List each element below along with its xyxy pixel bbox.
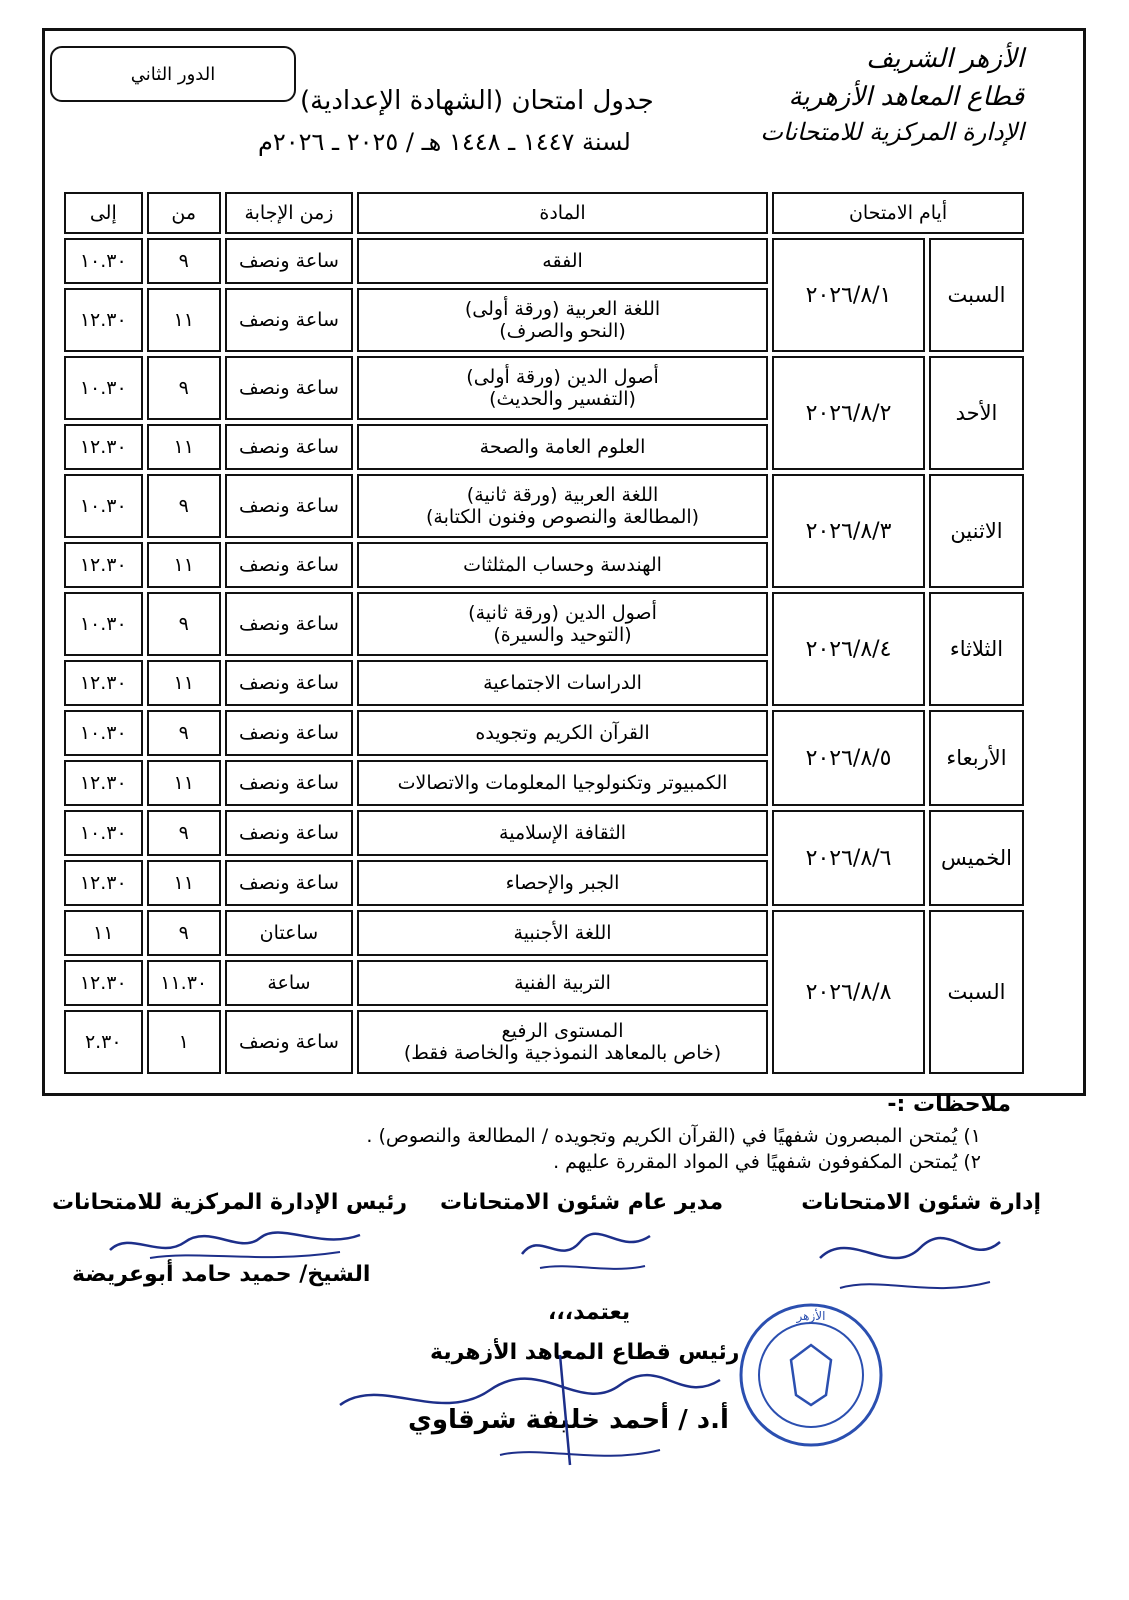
end-time: ١٢.٣٠ — [64, 860, 143, 906]
table-row — [64, 710, 1024, 756]
subject-cell — [357, 288, 768, 352]
start-time: ١١ — [147, 860, 221, 906]
org-line-2: قطاع المعاهد الأزهرية — [788, 82, 1024, 112]
subject-cell — [357, 860, 768, 906]
subject-line: الثقافة الإسلامية — [499, 822, 627, 844]
day-name: السبت — [929, 238, 1024, 352]
end-time: ١٠.٣٠ — [64, 710, 143, 756]
duration-cell: ساعة — [225, 960, 353, 1006]
subject-line: اللغة الأجنبية — [513, 922, 612, 944]
exam-date: ٢٠٢٦/٨/٣ — [772, 474, 925, 588]
signature-central-head: رئيس الإدارة المركزية للامتحانات — [52, 1190, 408, 1215]
handwritten-signature-manager — [510, 1222, 670, 1282]
subject-line: (المطالعة والنصوص وفنون الكتابة) — [425, 506, 700, 528]
duration-cell: ساعة ونصف — [225, 810, 353, 856]
subject-cell — [357, 238, 768, 284]
end-time: ١٢.٣٠ — [64, 660, 143, 706]
note-item: ١) يُمتحن المبصرون شفهيًا في (القرآن الكريم وتجويده / المطالعة والنصوص) . — [366, 1125, 981, 1147]
subject-cell — [357, 474, 768, 538]
end-time: ١٠.٣٠ — [64, 356, 143, 420]
handwritten-signature-sector — [320, 1345, 740, 1475]
subject-line: العلوم العامة والصحة — [479, 436, 646, 458]
subject-line: التربية الفنية — [514, 972, 611, 994]
end-time: ١٢.٣٠ — [64, 424, 143, 470]
day-name: السبت — [929, 910, 1024, 1074]
org-line-3: الإدارة المركزية للامتحانات — [760, 118, 1024, 146]
round-label: الدور الثاني — [50, 46, 296, 102]
official-stamp — [736, 1300, 886, 1450]
subject-line: (التفسير والحديث) — [489, 388, 636, 410]
duration-cell: ساعة ونصف — [225, 238, 353, 284]
handwritten-signature-central — [90, 1220, 390, 1270]
table-row — [64, 238, 1024, 284]
notes-title: ملاحظات :- — [887, 1092, 1011, 1117]
duration-cell: ساعة ونصف — [225, 760, 353, 806]
exam-schedule-table — [60, 188, 1028, 1078]
end-time: ١٢.٣٠ — [64, 760, 143, 806]
exam-date: ٢٠٢٦/٨/٤ — [772, 592, 925, 706]
subject-cell — [357, 1010, 768, 1074]
header-to: إلى — [64, 192, 143, 234]
subject-line: (النحو والصرف) — [499, 320, 626, 342]
end-time: ١٠.٣٠ — [64, 810, 143, 856]
start-time: ١١ — [147, 288, 221, 352]
end-time: ١٠.٣٠ — [64, 592, 143, 656]
day-name: الاثنين — [929, 474, 1024, 588]
table-row — [64, 592, 1024, 656]
duration-cell: ساعة ونصف — [225, 356, 353, 420]
subject-line: الدراسات الاجتماعية — [483, 672, 642, 694]
subject-cell — [357, 710, 768, 756]
subject-cell — [357, 760, 768, 806]
start-time: ٩ — [147, 474, 221, 538]
approval-label: يعتمد،،، — [548, 1300, 631, 1325]
academic-year: لسنة ١٤٤٧ ـ ١٤٤٨ هـ / ٢٠٢٥ ـ ٢٠٢٦م — [258, 128, 631, 156]
subject-cell — [357, 910, 768, 956]
subject-line: القرآن الكريم وتجويده — [475, 722, 650, 744]
org-line-1: الأزهر الشريف — [866, 44, 1024, 74]
subject-line: (خاص بالمعاهد النموذجية والخاصة فقط) — [403, 1042, 722, 1064]
table-row — [64, 356, 1024, 420]
sector-head-title: رئيس قطاع المعاهد الأزهرية — [430, 1340, 740, 1365]
document-title: جدول امتحان (الشهادة الإعدادية) — [300, 86, 654, 116]
subject-line: الفقه — [542, 250, 583, 272]
duration-cell: ساعة ونصف — [225, 592, 353, 656]
start-time: ٩ — [147, 592, 221, 656]
day-name: الأربعاء — [929, 710, 1024, 806]
end-time: ١٠.٣٠ — [64, 474, 143, 538]
end-time: ١٢.٣٠ — [64, 542, 143, 588]
end-time: ١٢.٣٠ — [64, 288, 143, 352]
handwritten-signature-affairs — [800, 1218, 1020, 1308]
subject-cell — [357, 592, 768, 656]
subject-cell — [357, 810, 768, 856]
central-head-name: الشيخ/ حميد حامد أبوعريضة — [72, 1262, 371, 1287]
day-name: الثلاثاء — [929, 592, 1024, 706]
subject-line: أصول الدين (ورقة ثانية) — [468, 602, 657, 624]
end-time: ١٠.٣٠ — [64, 238, 143, 284]
subject-line: (التوحيد والسيرة) — [493, 624, 632, 646]
subject-cell — [357, 542, 768, 588]
end-time: ١١ — [64, 910, 143, 956]
subject-cell — [357, 960, 768, 1006]
table-header-row — [64, 192, 1024, 234]
signature-exam-affairs: إدارة شئون الامتحانات — [801, 1190, 1041, 1215]
start-time: ١١.٣٠ — [147, 960, 221, 1006]
start-time: ١ — [147, 1010, 221, 1074]
start-time: ٩ — [147, 356, 221, 420]
header-subject: المادة — [357, 192, 768, 234]
note-item: ٢) يُمتحن المكفوفون شفهيًا في المواد المقررة عليهم . — [553, 1151, 981, 1173]
table-row — [64, 474, 1024, 538]
exam-date: ٢٠٢٦/٨/٨ — [772, 910, 925, 1074]
stamp-text: الأزهر — [796, 1309, 826, 1323]
subject-cell — [357, 660, 768, 706]
duration-cell: ساعة ونصف — [225, 710, 353, 756]
day-name: الأحد — [929, 356, 1024, 470]
sector-head-name: أ.د / أحمد خليفة شرقاوي — [408, 1405, 729, 1435]
duration-cell: ساعتان — [225, 910, 353, 956]
start-time: ٩ — [147, 710, 221, 756]
subject-cell — [357, 356, 768, 420]
signature-general-manager: مدير عام شئون الامتحانات — [440, 1190, 724, 1215]
start-time: ١١ — [147, 424, 221, 470]
header-days: أيام الامتحان — [772, 192, 1024, 234]
duration-cell: ساعة ونصف — [225, 860, 353, 906]
start-time: ٩ — [147, 238, 221, 284]
duration-cell: ساعة ونصف — [225, 474, 353, 538]
subject-line: الكمبيوتر وتكنولوجيا المعلومات والاتصالات — [397, 772, 728, 794]
exam-date: ٢٠٢٦/٨/٥ — [772, 710, 925, 806]
notes-section — [366, 1092, 1011, 1177]
start-time: ١١ — [147, 660, 221, 706]
day-name: الخميس — [929, 810, 1024, 906]
header-from: من — [147, 192, 221, 234]
subject-line: المستوى الرفيع — [501, 1020, 624, 1042]
exam-date: ٢٠٢٦/٨/٦ — [772, 810, 925, 906]
duration-cell: ساعة ونصف — [225, 542, 353, 588]
subject-line: الجبر والإحصاء — [505, 872, 620, 894]
duration-cell: ساعة ونصف — [225, 288, 353, 352]
exam-date: ٢٠٢٦/٨/١ — [772, 238, 925, 352]
duration-cell: ساعة ونصف — [225, 424, 353, 470]
subject-line: اللغة العربية (ورقة أولى) — [464, 298, 661, 320]
table-row — [64, 810, 1024, 856]
end-time: ٢.٣٠ — [64, 1010, 143, 1074]
start-time: ١١ — [147, 760, 221, 806]
subject-line: اللغة العربية (ورقة ثانية) — [466, 484, 659, 506]
duration-cell: ساعة ونصف — [225, 660, 353, 706]
exam-date: ٢٠٢٦/٨/٢ — [772, 356, 925, 470]
subject-line: الهندسة وحساب المثلثات — [463, 554, 662, 576]
table-row — [64, 910, 1024, 956]
end-time: ١٢.٣٠ — [64, 960, 143, 1006]
header-duration: زمن الإجابة — [225, 192, 353, 234]
start-time: ٩ — [147, 910, 221, 956]
subject-line: أصول الدين (ورقة أولى) — [466, 366, 659, 388]
subject-cell — [357, 424, 768, 470]
start-time: ٩ — [147, 810, 221, 856]
start-time: ١١ — [147, 542, 221, 588]
duration-cell: ساعة ونصف — [225, 1010, 353, 1074]
